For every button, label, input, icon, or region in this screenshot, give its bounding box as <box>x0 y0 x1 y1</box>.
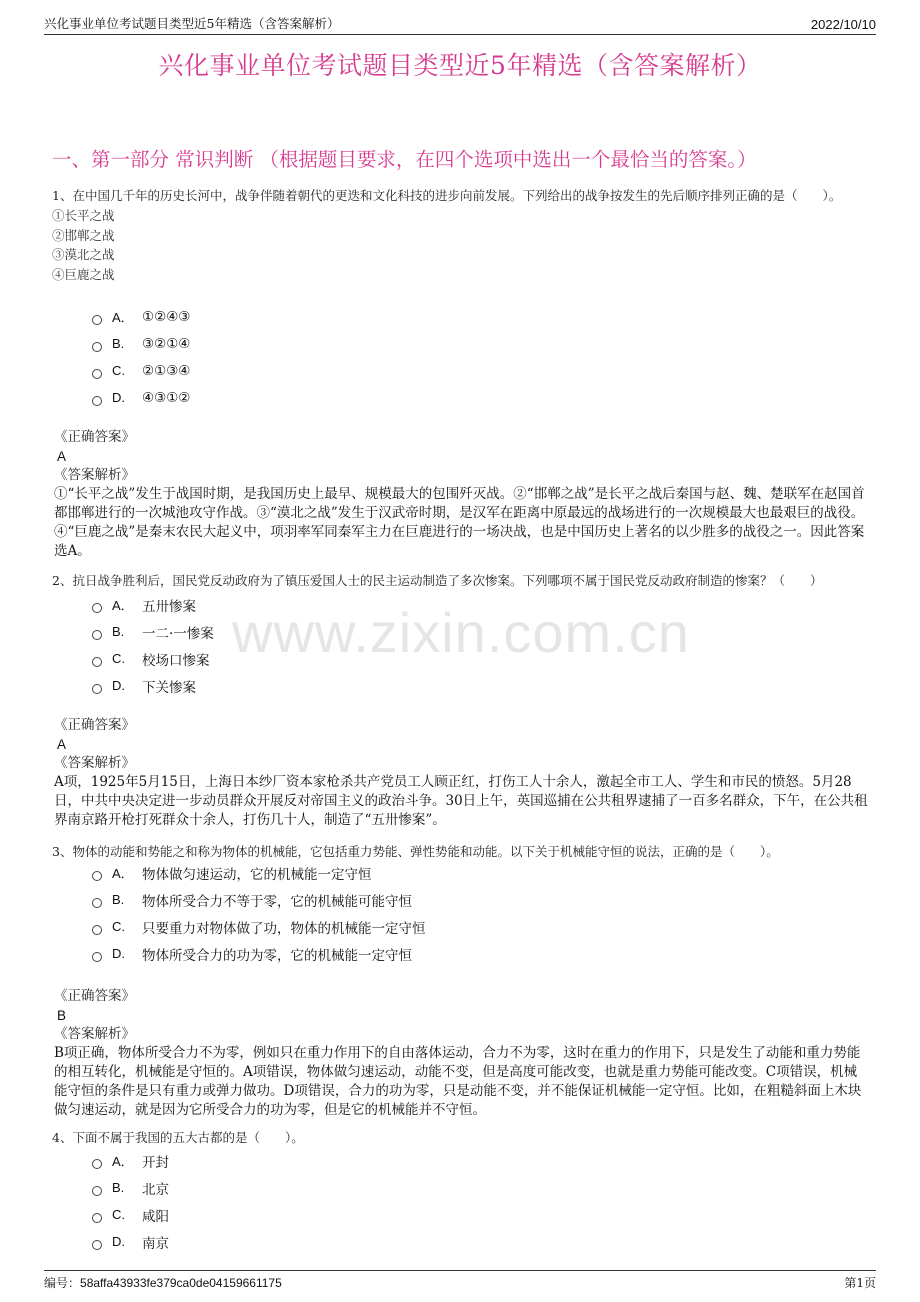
question-stem: 1、在中国几千年的历史长河中，战争伴随着朝代的更迭和文化科技的进步向前发展。下列给出的战争按发生的先后顺序排列正确的是（ ）。 <box>52 188 842 203</box>
option-c[interactable] <box>92 1201 169 1228</box>
option-letter: B. <box>112 336 125 351</box>
option-d[interactable] <box>92 1228 169 1255</box>
option-letter: D. <box>112 678 125 693</box>
option-d[interactable] <box>92 384 190 411</box>
explanation-text: ①“长平之战”发生于战国时期，是我国历史上最早、规模最大的包围歼灭战。②“邯郸之战”是长平之战后秦国与赵、魏、楚联军在赵国首都邯郸进行的一次城池攻守作战。③“漠北之战”发生于汉武帝时期，是汉军在距离中原最远的战场进行的一次规模最大也最艰巨的战役。④“巨鹿之战”是秦末农民大起义中，项羽率军同秦军主力在巨鹿进行的一场决战，也是中国历史上著名的以少胜多的战役之一。因此答案选A。 <box>54 486 865 559</box>
option-text: ①②④③ <box>142 308 191 325</box>
option-b[interactable] <box>92 886 426 913</box>
question-item: ①长平之战 <box>52 208 115 223</box>
option-c[interactable] <box>92 357 190 384</box>
radio-icon[interactable] <box>92 315 102 325</box>
option-letter: B. <box>112 892 125 907</box>
option-d[interactable] <box>92 940 426 967</box>
option-text: ②①③④ <box>142 362 191 379</box>
option-letter: A． <box>112 1154 134 1169</box>
explanation-label: 《答案解析》 <box>54 467 135 483</box>
explanation-text: A项，1925年5月15日，上海日本纱厂资本家枪杀共产党员工人顾正红，打伤工人十余人，激起全市工人、学生和市民的愤怒。5月28日，中共中央决定进一步动员群众开展反对帝国主义的政治斗争。30日上午，英国巡捕在公共租界逮捕了一百多名群众，下午，在公共租界南京路开枪打死群众十余人，打伤几十人，制造了“五卅惨案”。 <box>54 774 868 828</box>
question-stem: 3、物体的动能和势能之和称为物体的机械能，它包括重力势能、弹性势能和动能。以下关于机械能守恒的说法，正确的是（ ）。 <box>52 844 779 859</box>
option-text: 咸阳 <box>142 1208 169 1225</box>
option-d[interactable] <box>92 672 214 699</box>
option-a[interactable] <box>92 1147 169 1174</box>
explanation-text: B项正确，物体所受合力不为零，例如只在重力作用下的自由落体运动，合力不为零，这时在重力的作用下，只是发生了动能和重力势能的相互转化，机械能是守恒的。A项错误，物体做匀速运动，动能不变，但是高度可能改变，也就是重力势能可能改变。C项错误，机械能守恒的条件是只有重力或弹力做功。D项错误，合力的功为零，只是动能不变，并不能保证机械能一定守恒。比如，在粗糙斜面上木块做匀速运动，就是因为它所受合力的功为零，但是它的机械能并不守恒。 <box>54 1045 862 1118</box>
radio-icon[interactable] <box>92 1159 102 1169</box>
option-text: 下关惨案 <box>142 679 196 696</box>
option-text: 只要重力对物体做了功，物体的机械能一定守恒 <box>142 920 426 937</box>
explanation-label: 《答案解析》 <box>54 1026 135 1042</box>
option-c[interactable] <box>92 913 426 940</box>
answer-block-3 <box>54 987 870 1120</box>
question-item: ③漠北之战 <box>52 247 115 262</box>
option-text: 一二·一惨案 <box>142 625 214 642</box>
option-text: ④③①② <box>142 389 191 406</box>
radio-icon[interactable] <box>92 396 102 406</box>
radio-icon[interactable] <box>92 952 102 962</box>
options-1 <box>92 303 190 411</box>
question-1 <box>52 186 870 284</box>
option-letter: C. <box>112 363 125 378</box>
question-stem: 4、下面不属于我国的五大古都的是（ ）。 <box>52 1130 304 1145</box>
option-text: ③②①④ <box>142 335 191 352</box>
option-text: 开封 <box>142 1154 169 1171</box>
option-a[interactable] <box>92 859 426 886</box>
options-3 <box>92 859 426 967</box>
answer-label: 《正确答案》 <box>54 717 135 733</box>
option-letter: B. <box>112 1180 125 1195</box>
option-a[interactable] <box>92 591 214 618</box>
footer-code-value: 58affa43933fe379ca0de04159661175 <box>80 1275 282 1290</box>
question-item: ②邯郸之战 <box>52 227 115 243</box>
option-letter: D. <box>112 946 125 961</box>
option-letter: C. <box>112 919 125 934</box>
options-2 <box>92 591 214 699</box>
radio-icon[interactable] <box>92 630 102 640</box>
option-a[interactable] <box>92 303 190 330</box>
radio-icon[interactable] <box>92 925 102 935</box>
page-number: 第1页 <box>844 1275 876 1290</box>
radio-icon[interactable] <box>92 871 102 881</box>
option-text: 物体所受合力不等于零，它的机械能可能守恒 <box>142 893 412 910</box>
correct-answer: A <box>57 449 67 464</box>
document-title: 兴化事业单位考试题目类型近5年精选（含答案解析） <box>158 51 762 80</box>
radio-icon[interactable] <box>92 684 102 694</box>
option-letter: A． <box>112 866 134 881</box>
option-letter: B. <box>112 624 125 639</box>
option-letter: A． <box>112 310 134 325</box>
page-header <box>44 12 876 35</box>
option-c[interactable] <box>92 645 214 672</box>
option-text: 北京 <box>142 1181 169 1198</box>
option-letter: C. <box>112 651 125 666</box>
answer-label: 《正确答案》 <box>54 429 135 445</box>
radio-icon[interactable] <box>92 1186 102 1196</box>
option-b[interactable] <box>92 618 214 645</box>
footer-code <box>44 1274 282 1291</box>
question-item: ④巨鹿之战 <box>52 266 115 282</box>
radio-icon[interactable] <box>92 369 102 379</box>
option-letter: D. <box>112 390 125 405</box>
option-text: 校场口惨案 <box>142 652 210 669</box>
section-heading: 一、第一部分 常识判断 （根据题目要求，在四个选项中选出一个最恰当的答案。） <box>52 148 757 171</box>
radio-icon[interactable] <box>92 657 102 667</box>
option-text: 五卅惨案 <box>142 598 196 615</box>
question-4 <box>52 1128 870 1148</box>
option-text: 物体所受合力的功为零，它的机械能一定守恒 <box>142 947 412 964</box>
option-letter: C. <box>112 1207 125 1222</box>
watermark: www.zixin.com.cn <box>232 601 690 664</box>
correct-answer: B <box>57 1008 67 1023</box>
radio-icon[interactable] <box>92 898 102 908</box>
explanation-label: 《答案解析》 <box>54 755 135 771</box>
answer-block-2 <box>54 716 870 830</box>
header-date: 2022/10/10 <box>810 17 876 32</box>
option-letter: A． <box>112 598 134 613</box>
option-b[interactable] <box>92 1174 169 1201</box>
option-text: 物体做匀速运动，它的机械能一定守恒 <box>142 866 372 883</box>
radio-icon[interactable] <box>92 342 102 352</box>
question-2 <box>52 571 870 591</box>
options-4 <box>92 1147 169 1255</box>
footer-code-label: 编号： <box>44 1275 81 1290</box>
answer-block-1 <box>54 428 870 561</box>
option-b[interactable] <box>92 330 190 357</box>
page-footer <box>44 1270 876 1291</box>
radio-icon[interactable] <box>92 1240 102 1250</box>
radio-icon[interactable] <box>92 1213 102 1223</box>
radio-icon[interactable] <box>92 603 102 613</box>
option-letter: D. <box>112 1234 125 1249</box>
option-text: 南京 <box>142 1235 169 1252</box>
answer-label: 《正确答案》 <box>54 988 135 1004</box>
correct-answer: A <box>57 737 67 752</box>
question-stem: 2、抗日战争胜利后，国民党反动政府为了镇压爱国人士的民主运动制造了多次惨案。下列哪项不属于国民党反动政府制造的惨案？（ ） <box>52 573 823 588</box>
header-doc-title: 兴化事业单位考试题目类型近5年精选（含答案解析） <box>44 16 340 31</box>
